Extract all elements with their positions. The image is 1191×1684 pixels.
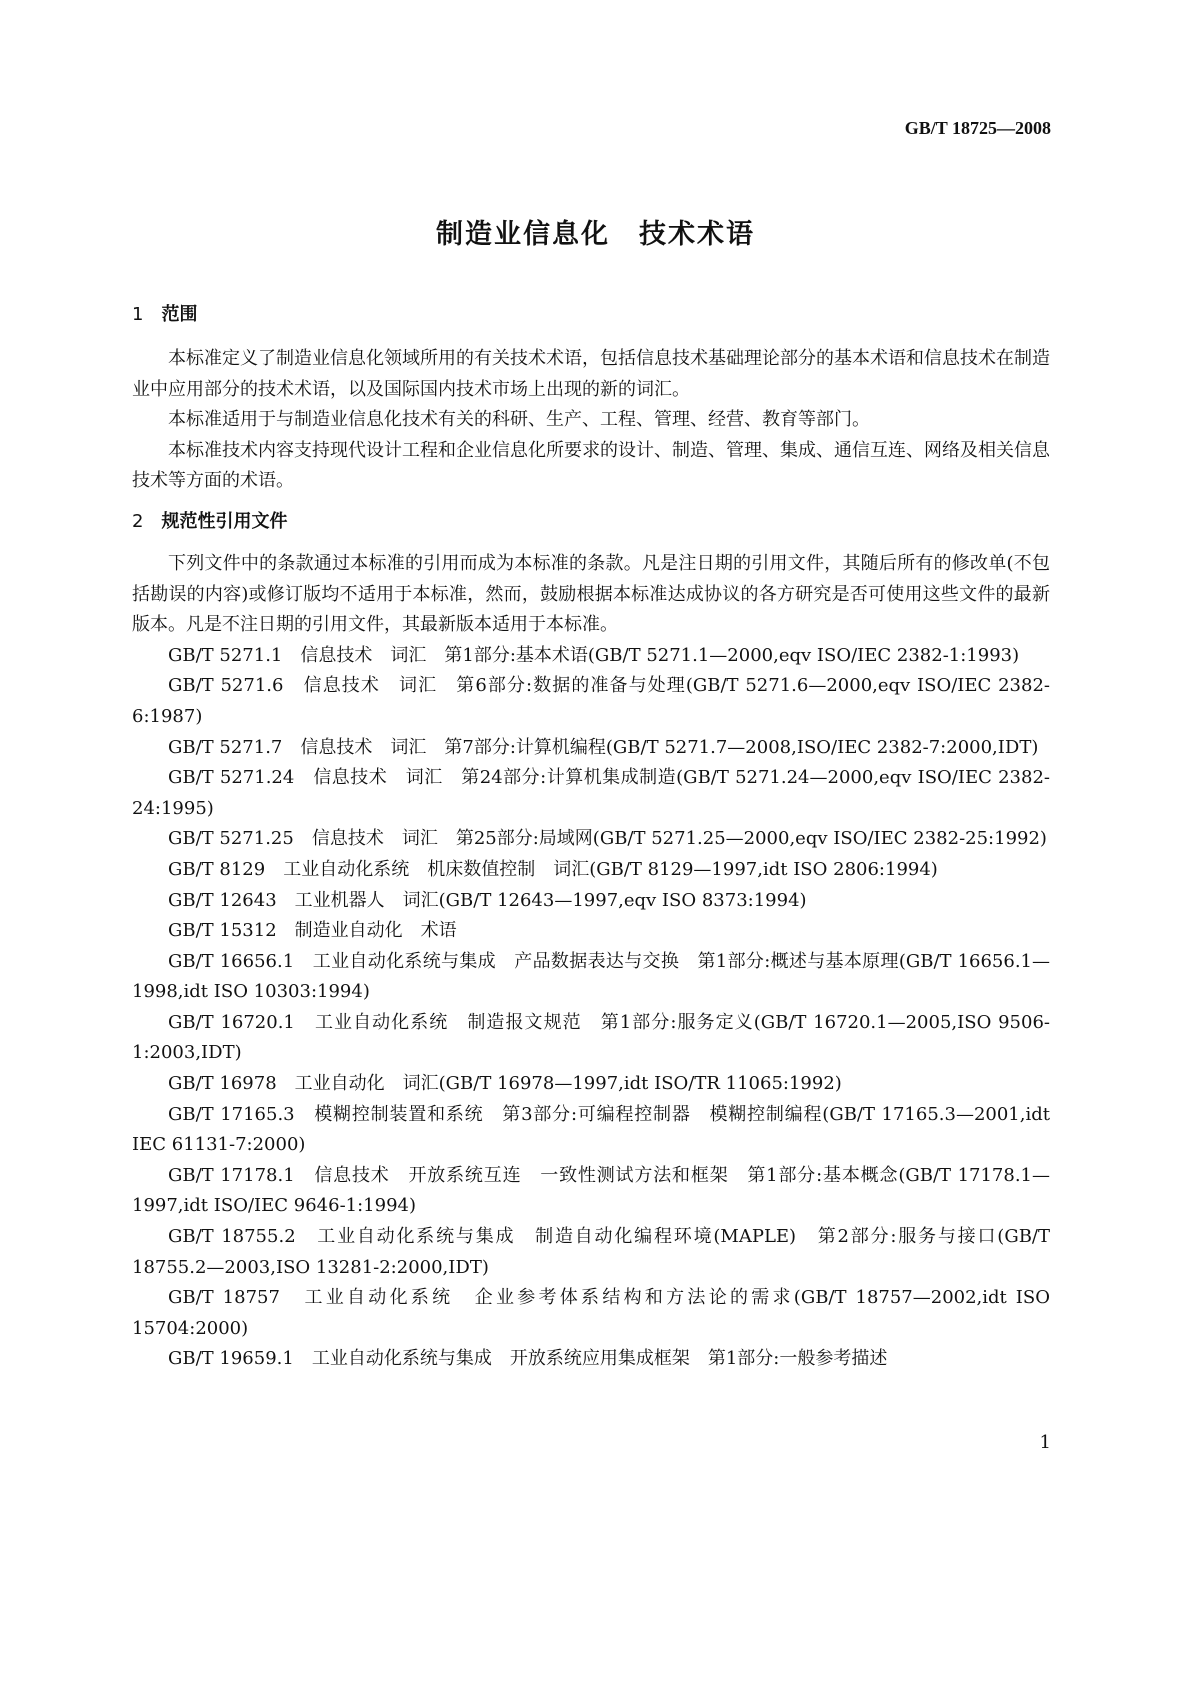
- reference-item: GB/T 18757 工业自动化系统 企业参考体系结构和方法论的需求(GB/T 18757—2002,idt ISO 15704:2000): [132, 1287, 1050, 1339]
- section-heading-scope: [132, 300, 1050, 330]
- reference-item: GB/T 12643 工业机器人 词汇(GB/T 12643—1997,eqv ISO 8373:1994): [168, 889, 807, 911]
- reference-item: GB/T 18755.2 工业自动化系统与集成 制造自动化编程环境(MAPLE) 第2部分:服务与接口(GB/T 18755.2—2003,ISO 13281-2:2000,IDT): [132, 1226, 1050, 1278]
- reference-item: GB/T 19659.1 工业自动化系统与集成 开放系统应用集成框架 第1部分:一般参考描述: [168, 1348, 888, 1370]
- paragraph: 本标准技术内容支持现代设计工程和企业信息化所要求的设计、制造、管理、集成、通信互连、网络及相关信息技术等方面的术语。: [132, 439, 1050, 492]
- reference-item: GB/T 16656.1 工业自动化系统与集成 产品数据表达与交换 第1部分:概述与基本原理(GB/T 16656.1—1998,idt ISO 10303:1994): [132, 950, 1050, 1003]
- section-title: 规范性引用文件: [161, 510, 288, 532]
- section-title: 范围: [161, 304, 198, 325]
- paragraph: 本标准适用于与制造业信息化技术有关的科研、生产、工程、管理、经营、教育等部门。: [168, 409, 870, 431]
- document-body: [132, 300, 1050, 1375]
- section-number: 2: [132, 510, 144, 532]
- standard-number: GB/T 18725—2008: [904, 118, 1051, 138]
- reference-item: GB/T 15312 制造业自动化 术语: [168, 920, 457, 942]
- reference-list: [132, 641, 1050, 1375]
- reference-item: GB/T 8129 工业自动化系统 机床数值控制 词汇(GB/T 8129—1997,idt ISO 2806:1994): [168, 858, 938, 880]
- section-number: 1: [132, 304, 144, 325]
- reference-item: GB/T 5271.7 信息技术 词汇 第7部分:计算机编程(GB/T 5271.7—2008,ISO/IEC 2382-7:2000,IDT): [168, 736, 1039, 758]
- reference-item: GB/T 17178.1 信息技术 开放系统互连 一致性测试方法和框架 第1部分:基本概念(GB/T 17178.1—1997,idt ISO/IEC 9646-1:1994): [132, 1164, 1050, 1217]
- document-title: 制造业信息化 技术术语: [436, 219, 755, 250]
- reference-item: GB/T 5271.6 信息技术 词汇 第6部分:数据的准备与处理(GB/T 5271.6—2000,eqv ISO/IEC 2382-6:1987): [132, 675, 1050, 727]
- section-heading-normative-references: [132, 507, 1050, 537]
- paragraph: 本标准定义了制造业信息化领域所用的有关技术术语，包括信息技术基础理论部分的基本术语和信息技术在制造业中应用部分的技术术语，以及国际国内技术市场上出现的新的词汇。: [132, 348, 1050, 400]
- page-number: 1: [1039, 1432, 1051, 1453]
- reference-item: GB/T 5271.24 信息技术 词汇 第24部分:计算机集成制造(GB/T 5271.24—2000,eqv ISO/IEC 2382-24:1995): [132, 767, 1050, 819]
- paragraph: 下列文件中的条款通过本标准的引用而成为本标准的条款。凡是注日期的引用文件，其随后所有的修改单(不包括勘误的内容)或修订版均不适用于本标准，然而，鼓励根据本标准达成协议的各方研究是否可使用这些文件的最新版本。凡是不注日期的引用文件，其最新版本适用于本标准。: [132, 552, 1050, 636]
- reference-item: GB/T 16720.1 工业自动化系统 制造报文规范 第1部分:服务定义(GB/T 16720.1—2005,ISO 9506-1:2003,IDT): [132, 1011, 1050, 1064]
- reference-item: GB/T 17165.3 模糊控制装置和系统 第3部分:可编程控制器 模糊控制编程(GB/T 17165.3—2001,idt IEC 61131-7:2000): [132, 1103, 1050, 1156]
- reference-item: GB/T 5271.25 信息技术 词汇 第25部分:局域网(GB/T 5271.25—2000,eqv ISO/IEC 2382-25:1992): [168, 828, 1047, 850]
- reference-item: GB/T 16978 工业自动化 词汇(GB/T 16978—1997,idt ISO/TR 11065:1992): [168, 1073, 842, 1095]
- reference-item: GB/T 5271.1 信息技术 词汇 第1部分:基本术语(GB/T 5271.1—2000,eqv ISO/IEC 2382-1:1993): [168, 644, 1020, 666]
